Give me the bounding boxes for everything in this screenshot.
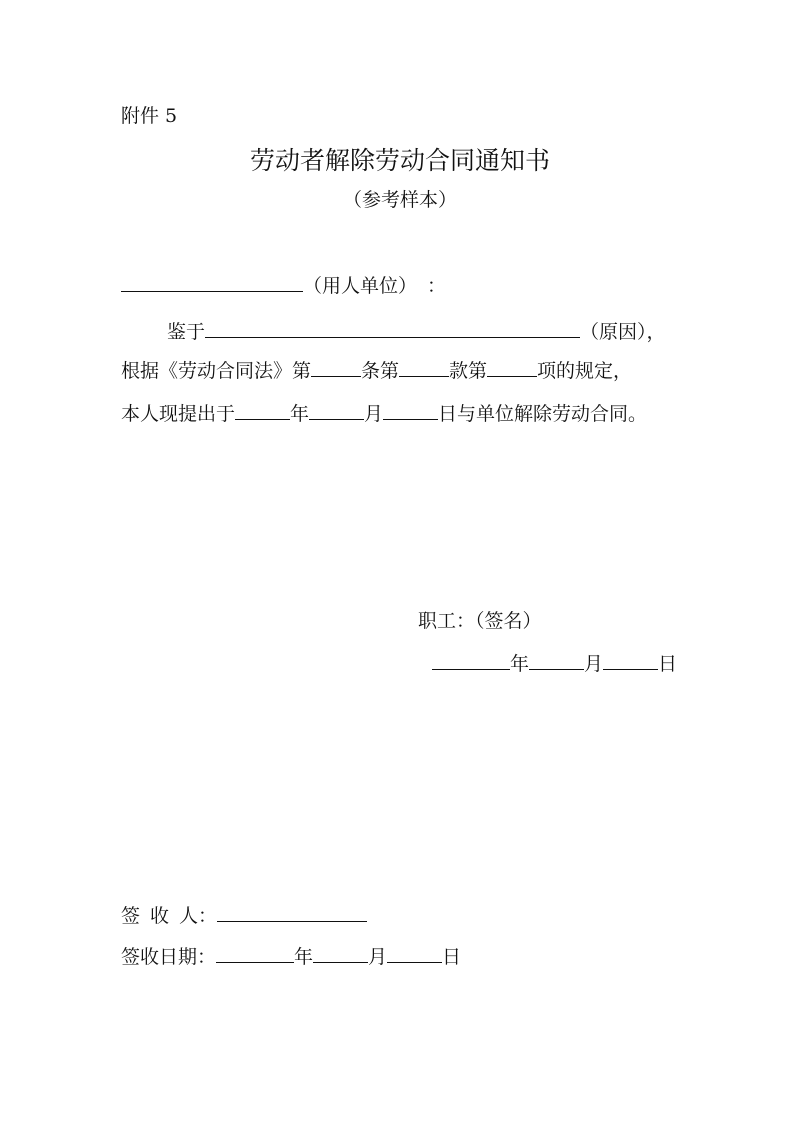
signature-month-text: 月 — [584, 653, 604, 675]
paragraph-text: 款第 — [449, 360, 488, 382]
receiver-name-field[interactable] — [217, 902, 367, 922]
employer-name-field[interactable] — [121, 272, 303, 292]
receipt-month-text: 月 — [368, 946, 388, 968]
receipt-year-field[interactable] — [216, 943, 294, 963]
termination-day-field[interactable] — [383, 400, 438, 420]
hereby-text: 本人现提出于 — [121, 403, 236, 425]
receipt-month-field[interactable] — [313, 943, 368, 963]
reason-suffix: （原因）， — [580, 321, 666, 343]
article-number-field[interactable] — [311, 357, 361, 377]
reason-field[interactable] — [205, 318, 580, 338]
signature-date-line — [432, 650, 677, 676]
signature-year-text: 年 — [510, 653, 530, 675]
receipt-date-line — [121, 943, 461, 969]
signature-day-field[interactable] — [603, 650, 658, 670]
termination-date-line — [121, 400, 647, 426]
termination-month-field[interactable] — [309, 400, 364, 420]
signature-day-text: 日 — [658, 653, 678, 675]
legal-basis-line — [121, 357, 632, 383]
document-subtitle: （参考样本） — [342, 189, 457, 211]
month-text: 月 — [364, 403, 384, 425]
receiver-line — [121, 902, 367, 928]
item-number-field[interactable] — [487, 357, 537, 377]
signature-year-field[interactable] — [432, 650, 510, 670]
reason-line — [167, 318, 666, 344]
employer-suffix: （用人单位） — [303, 275, 418, 297]
receiver-char-3: 人： — [179, 905, 218, 927]
in-view-of-text: 鉴于 — [167, 321, 206, 343]
termination-year-field[interactable] — [235, 400, 290, 420]
receipt-date-label: 签收日期： — [121, 946, 217, 968]
receipt-day-field[interactable] — [387, 943, 442, 963]
signature-month-field[interactable] — [529, 650, 584, 670]
receiver-char-1: 签 — [121, 905, 141, 927]
receiver-char-2: 收 — [150, 905, 170, 927]
paragraph-number-field[interactable] — [399, 357, 449, 377]
employer-colon: ： — [427, 275, 447, 297]
annex-label: 附件 5 — [121, 105, 178, 127]
receipt-day-text: 日 — [442, 946, 462, 968]
according-to-text: 根据《劳动合同法》第 — [121, 360, 312, 382]
article-text: 条第 — [361, 360, 400, 382]
document-title: 劳动者解除劳动合同通知书 — [249, 146, 550, 175]
employee-signature-label: 职工：（签名） — [418, 610, 542, 632]
employer-line — [121, 272, 446, 298]
item-suffix: 项的规定， — [537, 360, 633, 382]
receipt-year-text: 年 — [294, 946, 314, 968]
year-text: 年 — [290, 403, 310, 425]
day-suffix-text: 日与单位解除劳动合同。 — [438, 403, 648, 425]
